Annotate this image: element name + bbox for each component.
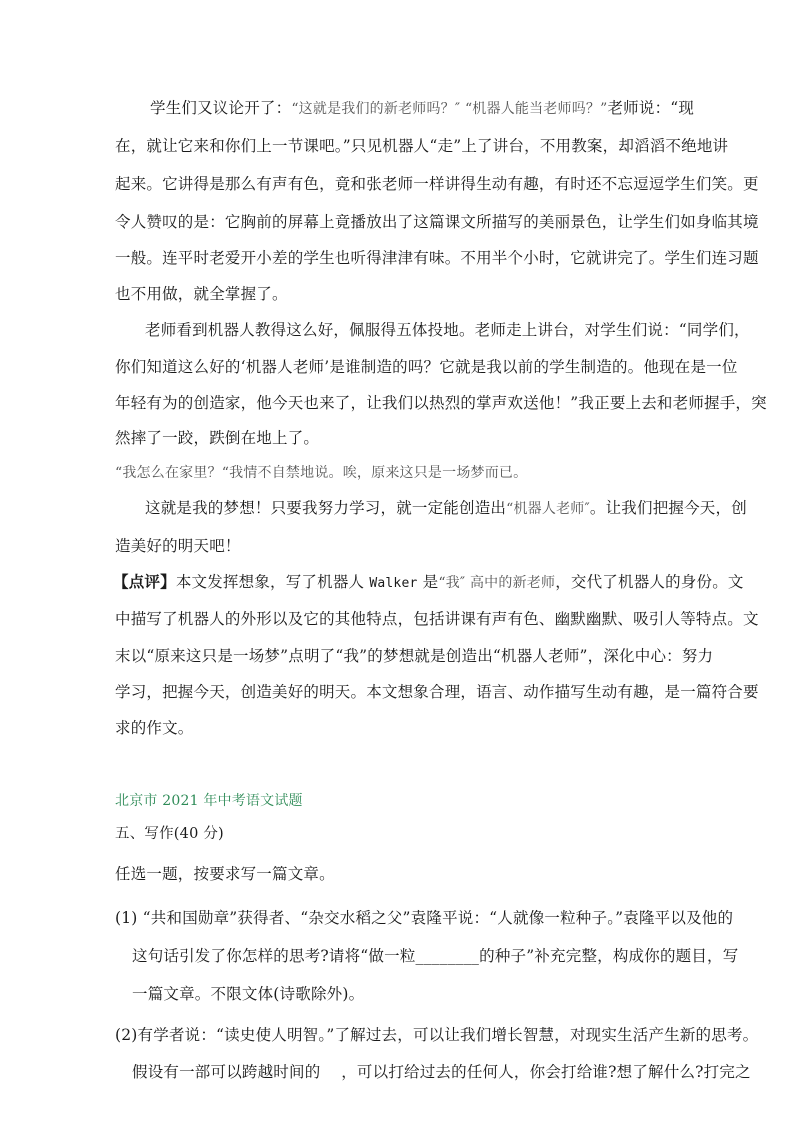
story-line: “我怎么在家里？“我情不自禁地说。唉，原来这只是一场梦而已。 xyxy=(115,465,528,481)
story-line: 令人赞叹的是：它胸前的屏幕上竟播放出了这篇课文所描写的美丽景色，让学生们如身临其境 xyxy=(115,213,759,231)
story-line: 起来。它讲得是那么有声有色，竟和张老师一样讲得生动有趣，有时还不忘逗逗学生们笑。更 xyxy=(115,175,759,193)
comment-line: 学习，把握今天，创造美好的明天。本文想象合理，语言、动作描写生动有趣，是一篇符合要 xyxy=(115,683,759,701)
comment-line: 中描写了机器人的外形以及它的其他特点，包括讲课有声有色、幽默幽默、吸引人等特点。文 xyxy=(115,610,759,628)
section-title: 五、写作(40 分) xyxy=(115,826,224,842)
quoted-dialogue: “这就是我们的新老师吗？″ “机器人能当老师吗？” xyxy=(291,101,608,117)
text-span: 本文发挥想象，写了机器人 xyxy=(175,573,370,591)
story-line: 也不用做，就全掌握了。 xyxy=(115,285,288,303)
question-2-line: 假设有一部可以跨越时间的 ，可以打给过去的任何人，你会打给谁?想了解什么?打完之 xyxy=(132,1063,751,1081)
story-line xyxy=(145,498,747,519)
question-1-line: 一篇文章。不限文体(诗歌除外)。 xyxy=(132,985,365,1003)
question-2-line: (2)有学者说：“读史使人明智。”了解过去，可以让我们增长智慧，对现实生活产生新的思考。 xyxy=(115,1026,759,1044)
comment-line: 末以“原来这只是一场梦”点明了“我”的梦想就是创造出“机器人老师”，深化中心：努力 xyxy=(115,647,714,665)
story-line: 造美好的明天吧！ xyxy=(115,537,241,555)
story-line: 你们知道这么好的‘机器人老师’是谁制造的吗？它就是我以前的学生制造的。他现在是一位 xyxy=(115,358,738,376)
question-1-line: 这句话引发了你怎样的思考?请将“做一粒________的种子”补充完整，构成你的题目，写 xyxy=(132,947,739,965)
text-span: 这就是我的梦想！只要我努力学习，就一定能创造出 xyxy=(145,499,507,517)
exam-source-heading: 北京市 2021 年中考语文试题 xyxy=(115,793,303,809)
comment-line: 求的作文。 xyxy=(115,719,194,737)
story-line: 年轻有为的创造家，他今天也来了，让我们以热烈的掌声欢送他！”我正要上去和老师握手，突 xyxy=(115,394,767,412)
story-line: 老师看到机器人教得这么好，佩服得五体投地。老师走上讲台，对学生们说：“同学们， xyxy=(145,321,750,339)
text-span: ，交代了机器人的身份。文 xyxy=(555,573,744,591)
comment-label: 【点评】 xyxy=(113,572,176,591)
robot-name: Walker xyxy=(369,576,418,591)
comment-line xyxy=(113,572,744,594)
quoted-term: “机器人老师″ xyxy=(506,501,590,517)
story-line xyxy=(150,98,694,119)
question-1-line: (1) “共和国勋章”获得者、“杂交水稻之父”袁隆平说：“人就像一粒种子。”袁隆平以及他的 xyxy=(115,909,734,927)
text-span: 老师说：“现 xyxy=(607,99,695,117)
instruction-text: 任选一题，按要求写一篇文章。 xyxy=(115,865,335,883)
text-span: 是 xyxy=(417,573,439,591)
text-span: 学生们又议论开了： xyxy=(150,99,292,117)
story-line: 一般。连平时老爱开小差的学生也听得津津有味。不用半个小时，它就讲完了。学生们连习题 xyxy=(115,249,759,267)
story-line: 然摔了一跤，跌倒在地上了。 xyxy=(115,429,320,447)
text-span: 。让我们把握今天，创 xyxy=(589,499,747,517)
story-line: 在，就让它来和你们上一节课吧。”只见机器人“走”上了讲台，不用教案，却滔滔不绝地讲 xyxy=(115,137,729,155)
quoted-term: “我″ 高中的新老师 xyxy=(438,575,556,591)
